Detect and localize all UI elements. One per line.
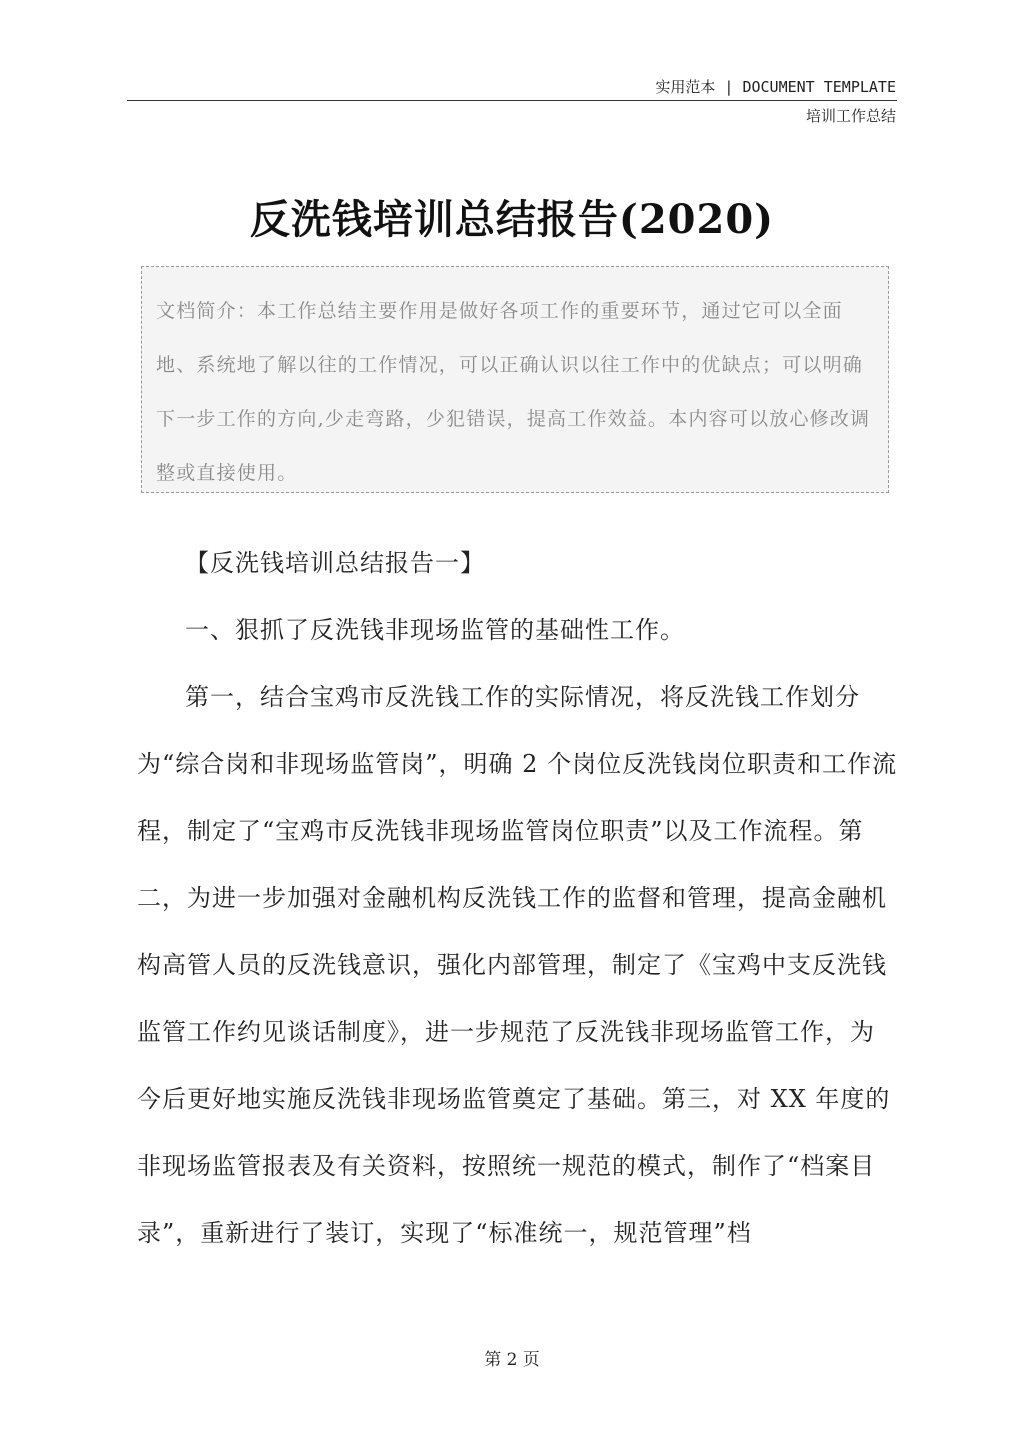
body-paragraph: 第一，结合宝鸡市反洗钱工作的实际情况，将反洗钱工作划分为“综合岗和非现场监管岗”，明确 2 个岗位反洗钱岗位职责和工作流程，制定了“宝鸡市反洗钱非现场监管岗位职责”以及工作流程。第二，为进一步加强对金融机构反洗钱工作的监督和管理，提高金融机构高管人员的反洗钱意识，强化内部管理，制定了《宝鸡中支反洗钱监管工作约见谈话制度》，进一步规范了反洗钱非现场监管工作，为今后更好地实施反洗钱非现场监管奠定了基础。第三，对 XX 年度的非现场监管报表及有关资料，按照统一规范的模式，制作了“档案目录”，重新进行了装订，实现了“标准统一，规范管理”档 [137, 683, 898, 1247]
document-title: 反洗钱培训总结报告(2020) [249, 196, 775, 243]
subheading: 一、狠抓了反洗钱非现场监管的基础性工作。 [185, 616, 685, 644]
header-divider [127, 100, 897, 101]
section-heading: 【反洗钱培训总结报告一】 [185, 549, 485, 577]
summary-box [141, 266, 889, 493]
header-subtitle: 培训工作总结 [805, 107, 896, 125]
document-body [137, 530, 899, 1267]
header-label: 实用范本 | DOCUMENT TEMPLATE [655, 78, 896, 96]
page-number: 第 2 页 [484, 1350, 540, 1370]
summary-text: 文档简介：本工作总结主要作用是做好各项工作的重要环节，通过它可以全面地、系统地了解以往的工作情况，可以正确认识以往工作中的优缺点；可以明确下一步工作的方向,少走弯路，少犯错误，提高工作效益。本内容可以放心修改调整或直接使用。 [156, 300, 871, 484]
